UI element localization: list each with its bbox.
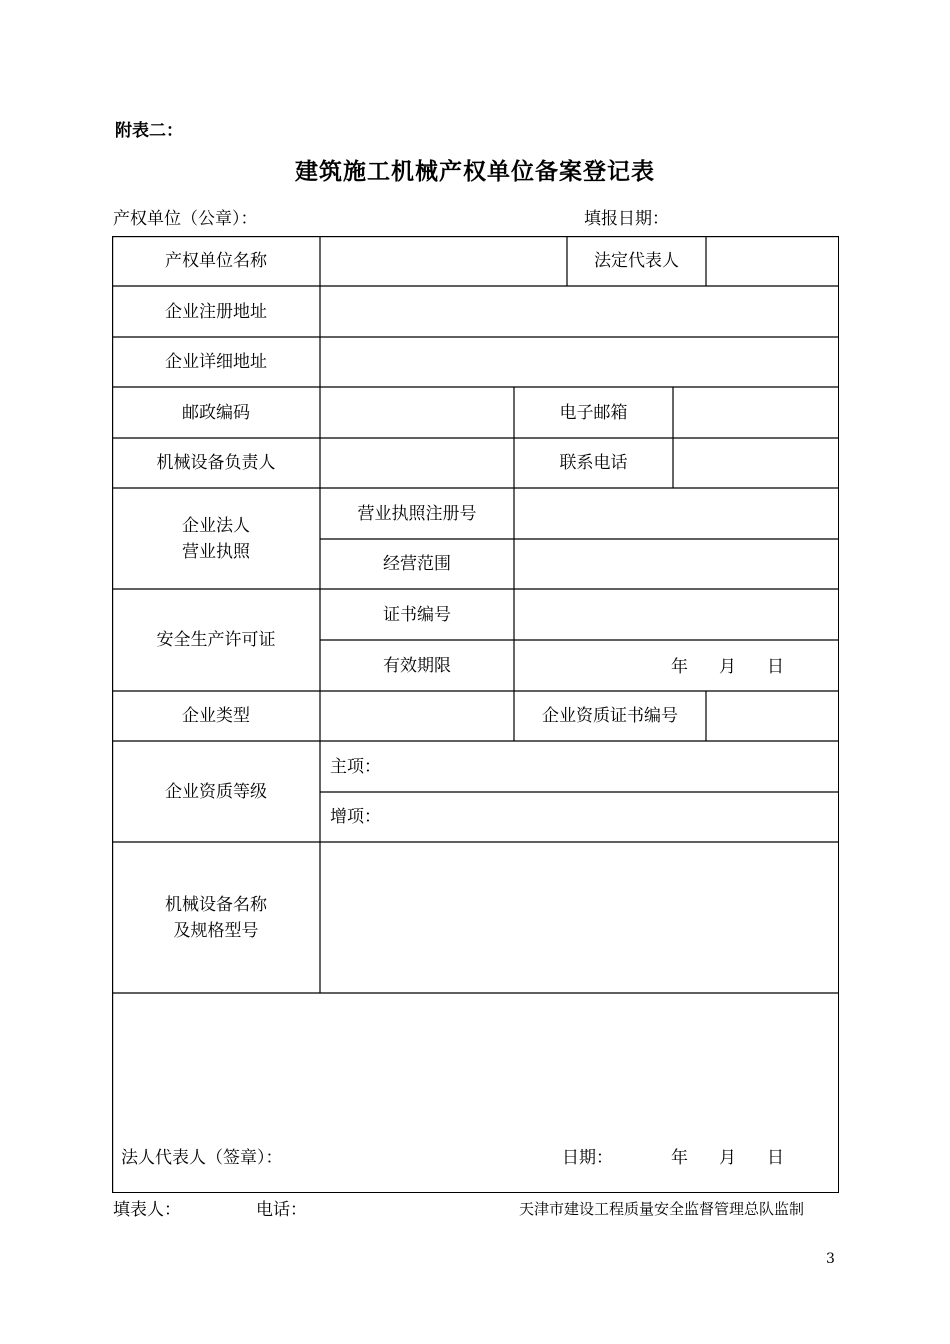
signature-month: 月: [719, 1148, 736, 1168]
phone-label: 电话：: [256, 1200, 307, 1220]
enterprise-type-label: 企业类型: [182, 706, 250, 726]
qualification-level-label: 企业资质等级: [165, 781, 267, 802]
extra-item-label: 增项：: [330, 807, 381, 827]
business-scope-label: 经营范围: [383, 554, 451, 574]
owner-unit-label: 产权单位（公章）：: [113, 209, 258, 229]
appendix-label: 附表二：: [115, 121, 183, 141]
detail-address-label: 企业详细地址: [165, 352, 267, 372]
cert-no-label: 证书编号: [383, 604, 451, 625]
signature-year: 年: [671, 1148, 688, 1168]
reg-address-label: 企业注册地址: [165, 301, 267, 322]
business-license-line2: 营业执照: [182, 541, 250, 562]
qualification-cert-no-label: 企业资质证书编号: [542, 706, 678, 726]
business-license-line1: 企业法人: [182, 515, 250, 536]
main-item-label: 主项：: [330, 756, 381, 777]
equipment-name-line2: 及规格型号: [173, 920, 259, 941]
validity-label: 有效期限: [383, 655, 451, 676]
filler-label: 填表人：: [113, 1200, 181, 1220]
page-title: 建筑施工机械产权单位备案登记表: [295, 158, 655, 185]
supervisor-text: 天津市建设工程质量安全监督管理总队监制: [519, 1200, 805, 1218]
owner-name-label: 产权单位名称: [165, 251, 267, 271]
legal-rep-label: 法定代表人: [594, 251, 679, 271]
signature-date-label: 日期：: [562, 1148, 613, 1168]
contact-phone-label: 联系电话: [559, 453, 628, 473]
safety-permit-label: 安全生产许可证: [156, 630, 276, 650]
postal-code-label: 邮政编码: [182, 402, 250, 423]
equipment-name-label: [112, 842, 320, 993]
equipment-manager-label: 机械设备负责人: [156, 453, 276, 473]
report-date-label: 填报日期：: [584, 209, 669, 229]
page-number: 3: [826, 1251, 835, 1267]
signature-day: 日: [767, 1148, 784, 1168]
registration-form: [112, 236, 839, 1193]
equipment-name-line1: 机械设备名称: [165, 894, 267, 915]
validity-year: 年: [671, 657, 688, 677]
validity-day: 日: [767, 657, 784, 677]
license-reg-no-label: 营业执照注册号: [357, 503, 477, 524]
email-label: 电子邮箱: [559, 402, 628, 423]
legal-signature-label: 法人代表人（签章）：: [121, 1148, 283, 1168]
validity-month: 月: [719, 657, 736, 677]
business-license-label: [112, 488, 320, 589]
